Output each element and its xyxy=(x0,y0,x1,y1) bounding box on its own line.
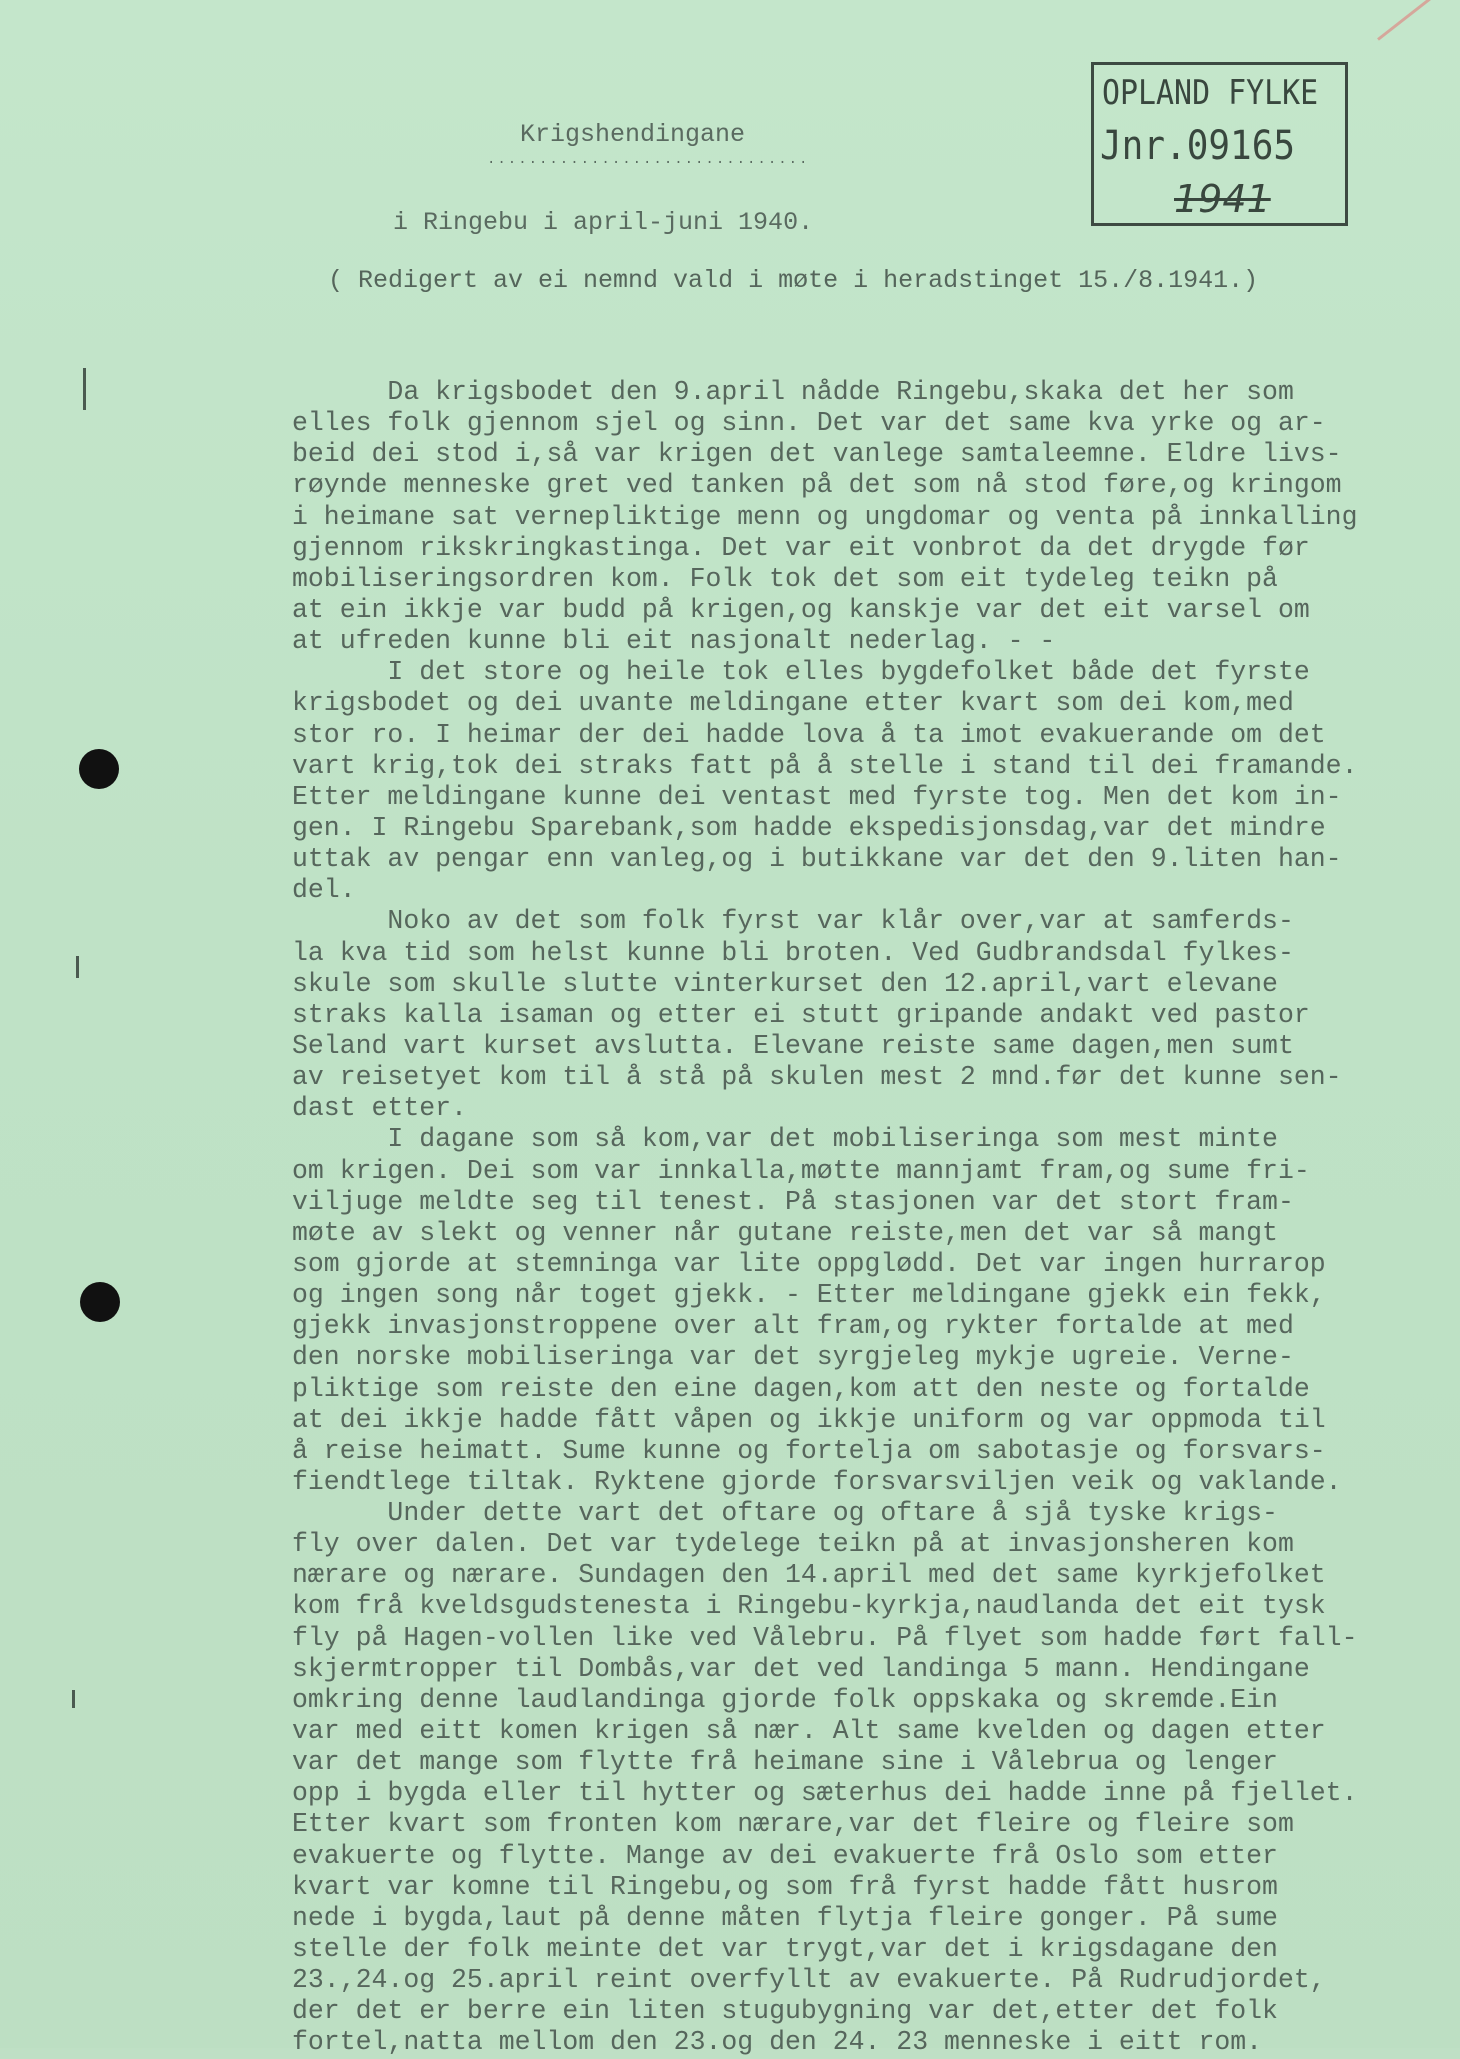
body-line: og ingen song når toget gjekk. - Etter meldingane gjekk ein fekk, xyxy=(292,1280,1326,1311)
body-text xyxy=(292,377,1442,2059)
body-line: å reise heimatt. Sume kunne og fortelja om sabotasje og forsvars- xyxy=(292,1435,1326,1466)
body-line: uttak av pengar enn vanleg,og i butikkane var det den 9.liten han- xyxy=(292,844,1342,875)
body-line: møte av slekt og venner når gutane reiste,men det var så mangt xyxy=(292,1217,1278,1248)
margin-mark xyxy=(83,368,86,410)
body-line: den norske mobiliseringa var det syrgjeleg mykje ugreie. Verne- xyxy=(292,1342,1294,1373)
body-line: stor ro. I heimar der dei hadde lova å ta imot evakuerande om det xyxy=(292,719,1326,750)
body-line: evakuerte og flytte. Mange av dei evakuerte frå Oslo som etter xyxy=(292,1840,1278,1871)
body-line: var det mange som flytte frå heimane sine i Vålebrua og lenger xyxy=(292,1747,1278,1778)
body-line: skule som skulle slutte vinterkurset den 12.april,vart elevane xyxy=(292,968,1278,999)
body-line: pliktige som reiste den eine dagen,kom att den neste og fortalde xyxy=(292,1373,1310,1404)
body-line: Etter meldingane kunne dei ventast med fyrste tog. Men det kom in- xyxy=(292,781,1342,812)
stamp-county: OPLAND FYLKE xyxy=(1102,73,1319,113)
body-line: beid dei stod i,så var krigen det vanlege samtaleemne. Eldre livs- xyxy=(292,439,1342,470)
body-line: at ufreden kunne bli eit nasjonalt nederlag. - - xyxy=(292,626,1056,657)
editorial-note: ( Redigert av ei nemnd vald i møte i heradstinget 15./8.1941.) xyxy=(328,266,1259,295)
body-line: Noko av det som folk fyrst var klår over,var at samferds- xyxy=(292,906,1294,937)
body-line: fortel,natta mellom den 23.og den 24. 23 menneske i eitt rom. xyxy=(292,2027,1263,2058)
body-line: I dagane som så kom,var det mobiliseringa som mest minte xyxy=(292,1124,1278,1155)
body-line: nærare og nærare. Sundagen den 14.april med det same kyrkjefolket xyxy=(292,1560,1326,1591)
body-line: straks kalla isaman og etter ei stutt gripande andakt ved pastor xyxy=(292,999,1310,1030)
body-line: fly på Hagen-vollen like ved Vålebru. På flyet som hadde ført fall- xyxy=(292,1622,1358,1653)
body-line: vart krig,tok dei straks fatt på å stelle i stand til dei framande. xyxy=(292,750,1358,781)
body-line: elles folk gjennom sjel og sinn. Det var det same kva yrke og ar- xyxy=(292,408,1326,439)
margin-mark xyxy=(76,956,79,978)
body-line: del. xyxy=(292,875,356,906)
body-line: gen. I Ringebu Sparebank,som hadde ekspedisjonsdag,var det mindre xyxy=(292,812,1326,843)
body-line: I det store og heile tok elles bygdefolket både det fyrste xyxy=(292,657,1310,688)
body-line: av reisetyet kom til å stå på skulen mest 2 mnd.før det kunne sen- xyxy=(292,1062,1342,1093)
punch-hole-bottom xyxy=(80,1282,120,1322)
red-pencil-mark xyxy=(1377,0,1434,41)
document-subtitle: i Ringebu i april-juni 1940. xyxy=(393,208,814,237)
body-line: Seland vart kurset avslutta. Elevane reiste same dagen,men sumt xyxy=(292,1030,1294,1061)
body-line: 23.,24.og 25.april reint overfyllt av evakuerte. På Rudrudjordet, xyxy=(292,1965,1326,1996)
body-line: krigsbodet og dei uvante meldingane etter kvart som dei kom,med xyxy=(292,688,1294,719)
body-line: nede i bygda,laut på denne måten flytja fleire gonger. På sume xyxy=(292,1902,1278,1933)
archive-stamp xyxy=(1091,62,1348,226)
document-title: Krigshendingane xyxy=(520,120,746,149)
punch-hole-top xyxy=(79,749,119,789)
body-line: fly over dalen. Det var tydelege teikn på at invasjonsheren kom xyxy=(292,1529,1294,1560)
body-line: gjekk invasjonstroppene over alt fram,og rykter fortalde at med xyxy=(292,1311,1294,1342)
margin-mark xyxy=(72,1690,75,1708)
body-line: viljuge meldte seg til tenest. På stasjonen var det stort fram- xyxy=(292,1186,1294,1217)
body-line: Da krigsbodet den 9.april nådde Ringebu,skaka det her som xyxy=(292,377,1294,407)
body-line: skjermtropper til Dombås,var det ved landinga 5 mann. Hendingane xyxy=(292,1653,1310,1684)
body-line: kvart var komne til Ringebu,og som frå fyrst hadde fått husrom xyxy=(292,1871,1278,1902)
body-line: i heimane sat vernepliktige menn og ungdomar og venta på innkalling xyxy=(292,501,1358,532)
body-line: at ein ikkje var budd på krigen,og kanskje var det eit varsel om xyxy=(292,594,1310,625)
body-line: gjennom rikskringkastinga. Det var eit vonbrot da det drygde før xyxy=(292,532,1310,563)
body-line: mobiliseringsordren kom. Folk tok det som eit tydeleg teikn på xyxy=(292,563,1278,594)
body-line: røynde menneske gret ved tanken på det som nå stod føre,og kringom xyxy=(292,470,1342,501)
body-line: Under dette vart det oftare og oftare å sjå tyske krigs- xyxy=(292,1498,1278,1529)
body-line: var med eitt komen krigen så nær. Alt same kvelden og dagen etter xyxy=(292,1716,1326,1747)
title-underline-dots: ............................... xyxy=(487,152,810,168)
body-line: fiendtlege tiltak. Ryktene gjorde forsvarsviljen veik og vaklande. xyxy=(292,1466,1342,1497)
body-line: la kva tid som helst kunne bli broten. Ved Gudbrandsdal fylkes- xyxy=(292,937,1294,968)
stamp-journal-number: Jnr.09165 xyxy=(1100,123,1296,169)
body-line: dast etter. xyxy=(292,1093,467,1124)
body-line: kom frå kveldsgudstenesta i Ringebu-kyrkja,naudlanda det eit tysk xyxy=(292,1591,1326,1622)
body-line: stelle der folk meinte det var trygt,var det i krigsdagane den xyxy=(292,1934,1278,1965)
body-line: omkring denne laudlandinga gjorde folk oppskaka og skremde.Ein xyxy=(292,1684,1278,1715)
body-line: som gjorde at stemninga var lite oppglødd. Det var ingen hurrarop xyxy=(292,1248,1326,1279)
stamp-year: 1941 xyxy=(1174,177,1271,221)
body-line: der det er berre ein liten stugubygning var det,etter det folk xyxy=(292,1996,1278,2027)
body-line: at dei ikkje hadde fått våpen og ikkje uniform og var oppmoda til xyxy=(292,1404,1326,1435)
body-line: opp i bygda eller til hytter og sæterhus dei hadde inne på fjellet. xyxy=(292,1778,1358,1809)
body-line: om krigen. Dei som var innkalla,møtte mannjamt fram,og sume fri- xyxy=(292,1155,1310,1186)
body-line: Etter kvart som fronten kom nærare,var det fleire og fleire som xyxy=(292,1809,1294,1840)
